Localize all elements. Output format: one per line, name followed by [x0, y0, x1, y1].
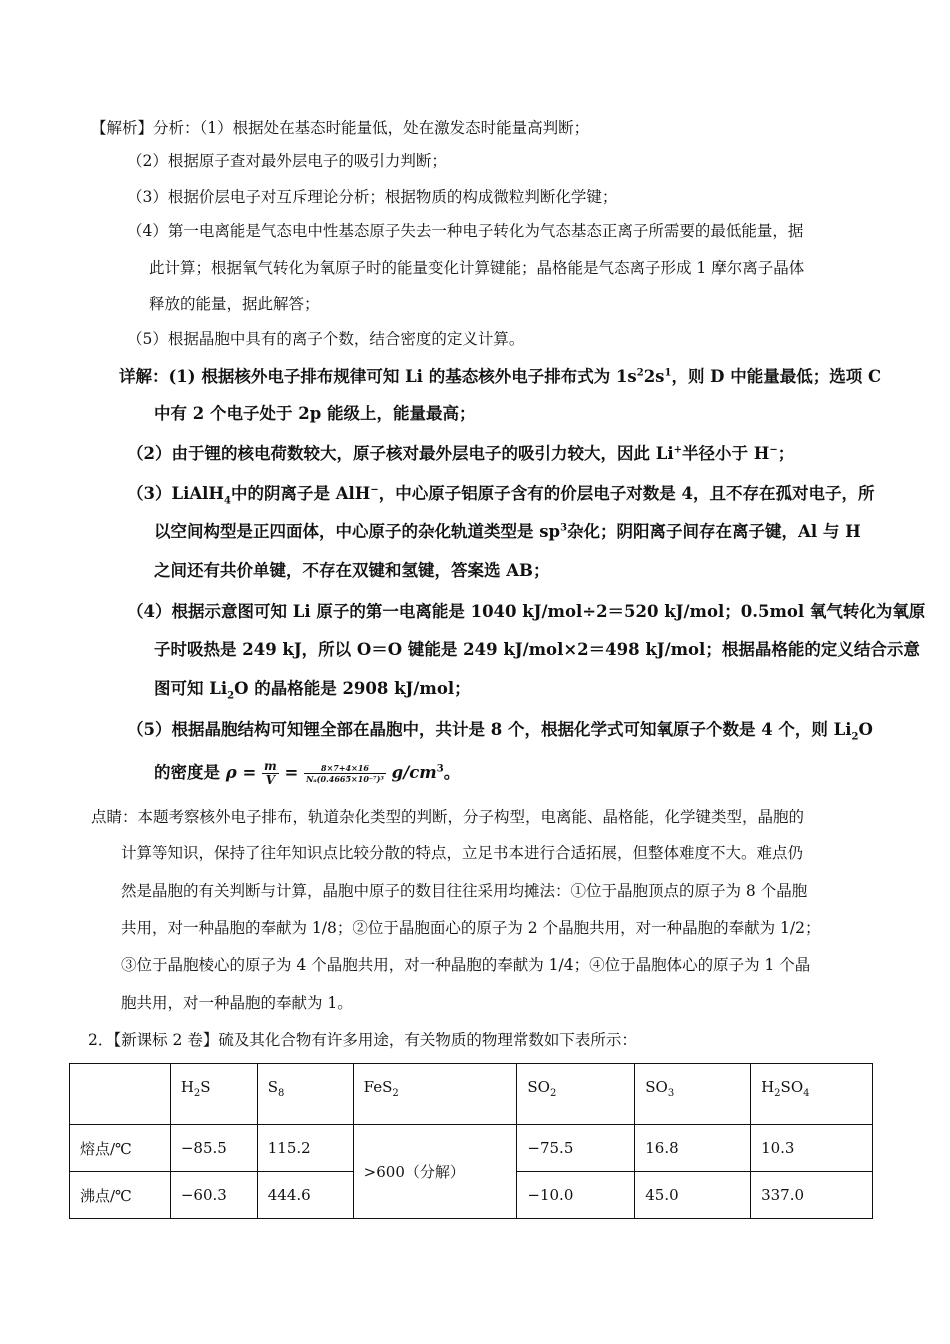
detail-text: （2）由于锂的核电荷数较大，原子核对最外层电子的吸引力较大，因此 Li	[127, 444, 674, 463]
comment-line-3: 然是晶胞的有关判断与计算，晶胞中原子的数目往往采用均摊法：①位于晶胞顶点的原子为 8 个晶胞	[121, 882, 808, 900]
rho-symbol: ρ =	[225, 763, 257, 782]
detail-text: 2s	[643, 367, 665, 386]
header-cell-empty	[70, 1064, 171, 1125]
superscript: 3	[436, 763, 444, 775]
superscript: 1	[664, 367, 672, 379]
density-fraction: $\frac{8\times 7+4\times 16}{\text{Nₐ(0.4665×10⁻⁷)³}}$	[306, 763, 384, 784]
detail-text: 中的阴离子是 AlH	[230, 484, 371, 503]
subscript: 2	[851, 731, 859, 743]
table-cell: 16.8	[635, 1125, 751, 1172]
row-label-melting: 熔点/℃	[70, 1125, 171, 1172]
superscript: +	[673, 444, 682, 456]
detail-text: 详解：(1) 根据核外电子排布规律可知 Li 的基态核外电子排布式为 1s	[119, 367, 637, 386]
detail-text: O 的晶格能是 2908 kJ/mol；	[234, 679, 471, 698]
table-cell: 45.0	[635, 1172, 751, 1219]
detail-line-11-density-formula	[154, 760, 460, 787]
detail-text: 。	[443, 763, 461, 782]
analysis-line-7: （5）根据晶胞中具有的离子个数，结合密度的定义计算。	[127, 330, 525, 348]
detail-text: （5）根据晶胞结构可知锂全部在晶胞中，共计是 8 个，根据化学式可知氧原子个数是 4 个，则 Li	[127, 720, 852, 739]
detail-text: 以空间构型是正四面体，中心原子的杂化轨道类型是 sp	[154, 522, 561, 541]
header-cell-h2so4: $H_2SO_4$	[751, 1064, 873, 1125]
question-2-title: 2．【新课标 2 卷】硫及其化合物有许多用途，有关物质的物理常数如下表所示：	[88, 1031, 637, 1049]
table-cell: 337.0	[751, 1172, 873, 1219]
superscript: −	[769, 444, 778, 456]
detail-line-7: （4）根据示意图可知 Li 原子的第一电离能是 1040 kJ/mol÷2＝520 kJ/mol；0.5mol 氧气转化为氧原	[127, 602, 926, 621]
comment-line-5: ③位于晶胞棱心的原子为 4 个晶胞共用，对一种晶胞的奉献为 1/4；④位于晶胞体心的原子为 1 个晶	[121, 956, 811, 974]
unit-text: g/cm	[391, 763, 437, 782]
comment-line-4: 共用，对一种晶胞的奉献为 1/8；②位于晶胞面心的原子为 2 个晶胞共用，对一种晶胞的奉献为 1/2；	[121, 919, 821, 937]
subscript: 4	[224, 495, 231, 507]
superscript: 3	[560, 522, 568, 534]
table-cell: −75.5	[517, 1125, 635, 1172]
detail-line-10	[127, 720, 873, 743]
table-header-row	[70, 1064, 873, 1125]
analysis-line-2: （2）根据原子查对最外层电子的吸引力判断；	[127, 152, 447, 170]
detail-text: ；	[777, 444, 795, 463]
superscript: −	[370, 484, 379, 496]
detail-text: O	[858, 720, 873, 739]
mass-volume-fraction: $\frac{m}{V}$	[264, 759, 277, 787]
detail-text: ，中心原子铝原子含有的价层电子对数是 4，且不存在孤对电子，所	[378, 484, 875, 503]
subscript: 2	[227, 690, 235, 702]
detail-text: 的密度是	[154, 763, 220, 782]
header-cell-so3: $SO_3$	[635, 1064, 751, 1125]
table-cell: 444.6	[257, 1172, 353, 1219]
superscript: 2	[636, 367, 644, 379]
table-cell: 10.3	[751, 1125, 873, 1172]
equals-sign: =	[284, 763, 299, 782]
header-cell-so2: $SO_2$	[517, 1064, 635, 1125]
table-cell: −60.3	[170, 1172, 257, 1219]
table-cell: −85.5	[170, 1125, 257, 1172]
analysis-line-4: （4）第一电离能是气态电中性基态原子失去一种电子转化为气态基态正离子所需要的最低能量，据	[127, 222, 804, 240]
table-cell: −10.0	[517, 1172, 635, 1219]
table-cell-fes2-merged: >600（分解）	[353, 1125, 517, 1219]
comment-line-6: 胞共用，对一种晶胞的奉献为 1。	[121, 994, 353, 1012]
detail-line-4	[127, 484, 875, 507]
header-cell-fes2: FeS$_2$	[353, 1064, 517, 1125]
detail-line-5	[154, 522, 861, 542]
detail-line-2: 中有 2 个电子处于 2p 能级上，能量最高；	[154, 404, 476, 423]
analysis-line-5: 此计算；根据氧气转化为氧原子时的能量变化计算键能；晶格能是气态离子形成 1 摩尔离子晶体	[149, 259, 805, 277]
detail-text: 半径小于 H	[682, 444, 770, 463]
detail-line-9	[154, 679, 471, 702]
analysis-line-6: 释放的能量，据此解答；	[149, 295, 320, 313]
detail-text: 杂化；阴阳离子间存在离子键，Al 与 H	[567, 522, 861, 541]
analysis-line-3: （3）根据价层电子对互斥理论分析；根据物质的构成微粒判断化学键；	[127, 188, 618, 206]
detail-line-3	[127, 444, 794, 464]
detail-line-1	[119, 367, 881, 387]
table-row	[70, 1125, 873, 1172]
detail-line-8: 子时吸热是 249 kJ，所以 O＝O 键能是 249 kJ/mol×2＝498 kJ/mol；根据晶格能的定义结合示意	[154, 640, 920, 659]
row-label-boiling: 沸点/℃	[70, 1172, 171, 1219]
detail-text: 图可知 Li	[154, 679, 228, 698]
header-cell-h2s: $H_2S$	[170, 1064, 257, 1125]
analysis-line-1: 【解析】分析：（1）根据处在基态时能量低，处在激发态时能量高判断；	[91, 119, 590, 137]
detail-text: ，则 D 中能量最低；选项 C	[671, 367, 882, 386]
comment-line-1: 点睛：本题考察核外电子排布，轨道杂化类型的判断，分子构型，电离能、晶格能，化学键类型，晶胞的	[91, 808, 805, 826]
header-cell-s8: $S_8$	[257, 1064, 353, 1125]
physical-constants-table	[69, 1063, 873, 1219]
comment-line-2: 计算等知识，保持了往年知识点比较分散的特点，立足书本进行合适拓展，但整体难度不大。难点仍	[121, 844, 804, 862]
detail-line-6: 之间还有共价单键，不存在双键和氢键，答案选 AB；	[154, 561, 550, 580]
detail-text: （3）LiAlH	[127, 484, 225, 503]
table-cell: 115.2	[257, 1125, 353, 1172]
